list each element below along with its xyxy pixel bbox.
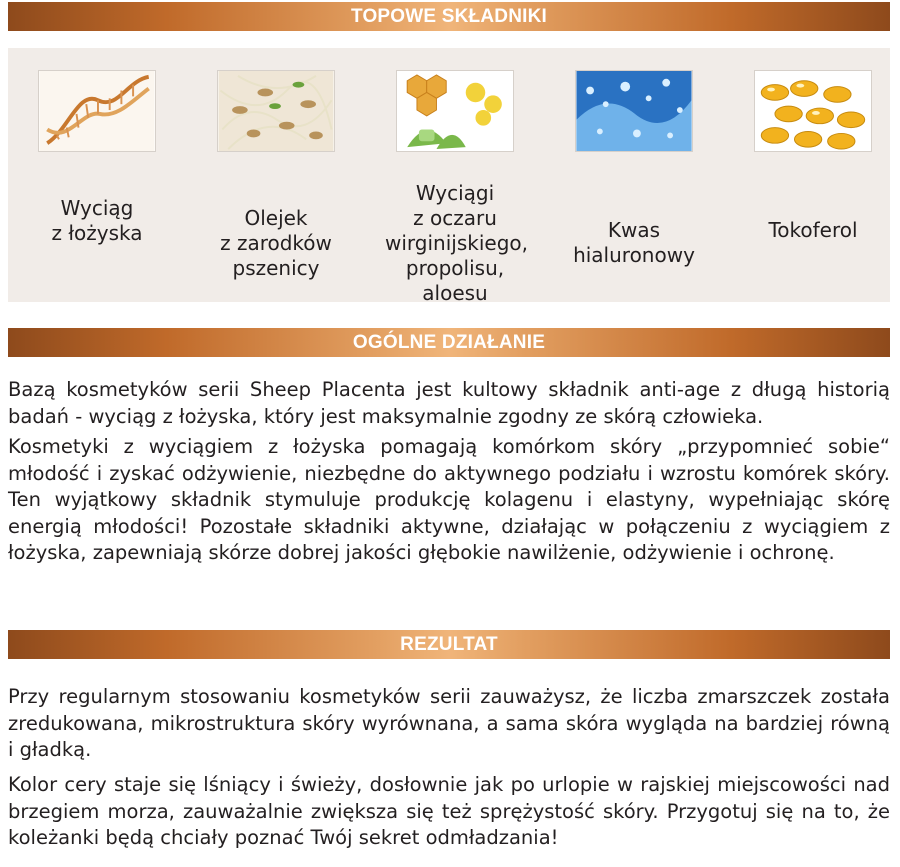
- ingredient-wheat-germ-oil: [206, 70, 346, 280]
- general-action-section-title: OGÓLNE DZIAŁANIE: [8, 328, 890, 357]
- ingredients-section-title: TOPOWE SKŁADNIKI: [8, 2, 890, 31]
- action-paragraph: Bazą kosmetyków serii Sheep Placenta jest kultowy składnik anti-age z długą historią badań - wyciąg z łożyska, który jest maksymalnie zgodny ze skórą człowieka.: [8, 378, 890, 428]
- ingredient-label: Olejek z zarodków pszenicy: [220, 206, 332, 280]
- result-paragraph: Przy regularnym stosowaniu kosmetyków serii zauważysz, że liczba zmarszczek została zredukowana, mikrostruktura skóry wyrównana, a sama skóra wygląda na bardziej równą i gładką.: [8, 685, 890, 761]
- ingredients-panel: [8, 48, 890, 305]
- ingredient-label: Wyciąg z łożyska: [51, 196, 143, 245]
- ingredient-label: Wyciągi z oczaru wirginijskiego, propolisu, aloesu: [385, 181, 528, 305]
- water-bubbles-icon: [575, 70, 693, 152]
- result-section-title: REZULTAT: [8, 630, 890, 659]
- wheat-sprouts-icon: [217, 70, 335, 152]
- ingredient-tocopherol: [743, 70, 883, 242]
- ingredient-herbal-extracts: [385, 70, 528, 305]
- ingredient-placenta-extract: [27, 70, 167, 245]
- action-paragraph: Kosmetyki z wyciągiem z łożyska pomagają komórkom skóry „przypomnieć sobie“ młodość i zyskać odżywienie, niezbędne do aktywnego podziału i wzrostu komórek skóry. Ten wyjątkowy składnik stymuluje produkcję kolagenu i elastyny, wypełniając skórę energią młodości! Pozostałe składniki aktywne, działając w połączeniu z wyciągiem z łożyska, zapewniają skórze dobrej jakości głębokie nawilżenie, odżywienie i ochronę.: [8, 435, 890, 564]
- ingredient-label: Tokoferol: [768, 218, 858, 242]
- vitamin-capsules-icon: [754, 70, 872, 152]
- dna-icon: [38, 70, 156, 152]
- herbs-honeycomb-icon: [396, 70, 514, 152]
- result-paragraph: Kolor cery staje się lśniący i świeży, dosłownie jak po urlopie w rajskiej miejscowości nad brzegiem morza, zauważalnie zwiększa się też sprężystość skóry. Przygotuj się na to, że koleżanki będą chciały poznać Twój sekret odmładzania!: [8, 773, 890, 849]
- ingredient-hyaluronic-acid: [564, 70, 704, 267]
- ingredient-label: Kwas hialuronowy: [573, 218, 695, 267]
